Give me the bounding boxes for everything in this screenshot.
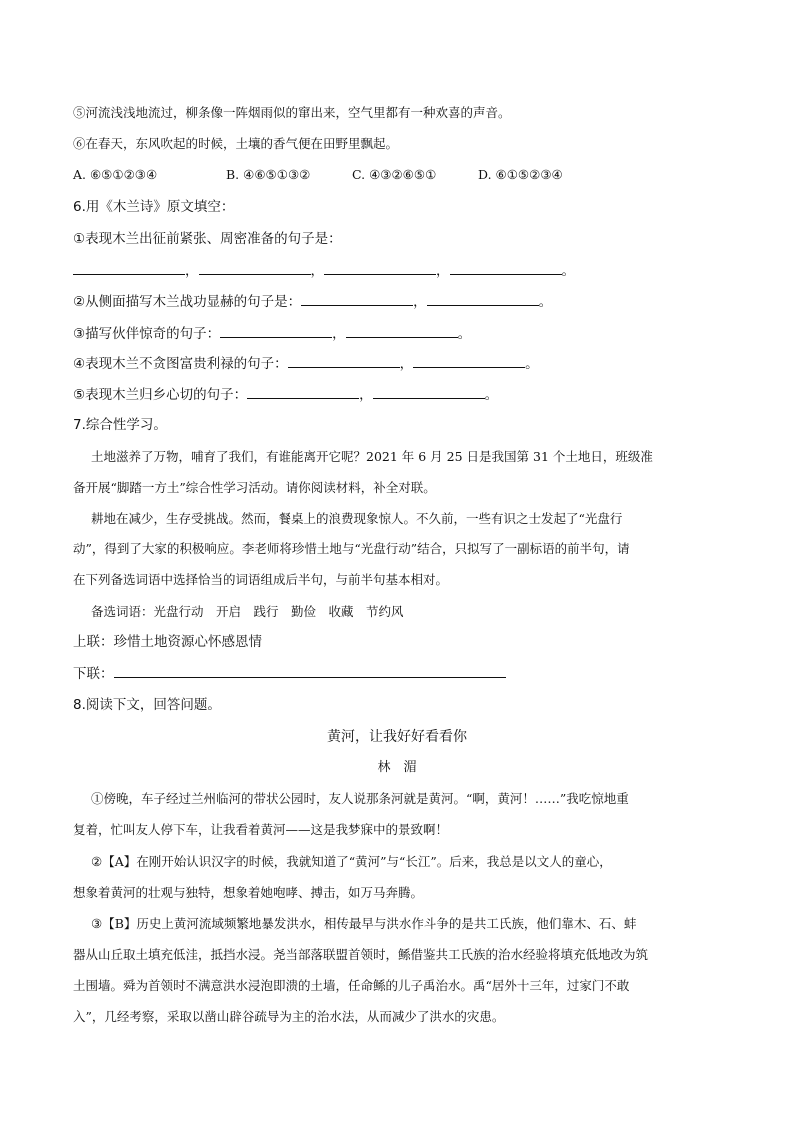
answer-blank[interactable] (247, 385, 359, 399)
q5-options (73, 166, 563, 184)
q7-paragraph-2-line-2: 动”，得到了大家的积极响应。李老师将珍惜土地与“光盘行动”结合，只拟写了一副标语的前半句，请 (73, 541, 630, 556)
q7-lower-couplet: 下联： (73, 664, 506, 683)
q8-title: 8.阅读下文，回答问题。 (73, 697, 221, 713)
q5-option-a: A. ⑥⑤①②③④ (73, 167, 158, 182)
q7-title: 7.综合性学习。 (73, 417, 167, 433)
q7-upper-couplet: 上联：珍惜土地资源心怀感恩情 (73, 634, 262, 650)
article-paragraph-2-line-1: ②【A】在刚开始认识汉字的时候，我就知道了“黄河”与“长江”。后来，我总是以文人的童心， (91, 854, 612, 869)
q6-sub-3: ③描写伙伴惊奇的句子： ， 。 (73, 326, 472, 342)
q6-sub-5: ⑤表现木兰归乡心切的句子： ， 。 (73, 387, 499, 403)
lower-couplet-answer-blank[interactable] (114, 664, 506, 678)
q6-sub-1: ①表现木兰出征前紧张、周密准备的句子是： (73, 231, 342, 247)
q5-option-b: B. ④⑥⑤①③② (226, 167, 311, 182)
answer-blank[interactable] (324, 261, 436, 275)
answer-blank[interactable] (346, 324, 458, 338)
article-title: 黄河，让我好好看看你 (327, 729, 467, 745)
q5-option-c: C. ④③②⑥⑤① (352, 167, 437, 182)
answer-blank[interactable] (427, 292, 539, 306)
q6-sub-1-blanks: ， ， ， 。 (73, 261, 575, 280)
answer-blank[interactable] (220, 324, 332, 338)
article-paragraph-2-line-2: 想象着黄河的壮观与独特，想象着她咆哮、搏击，如万马奔腾。 (73, 885, 424, 900)
q6-title: 6.用《木兰诗》原文填空： (73, 199, 235, 215)
answer-blank[interactable] (373, 385, 485, 399)
article-paragraph-1-line-1: ①傍晚，车子经过兰州临河的带状公园时，友人说那条河就是黄河。“啊，黄河！……”我吃惊地重 (91, 791, 629, 806)
article-paragraph-3-line-3: 土围墙。舜为首领时不满意洪水浸泡即溃的土墙，任命鲧的儿子禹治水。禹“居外十三年，过家门不敢 (73, 978, 630, 993)
answer-blank[interactable] (301, 292, 413, 306)
answer-blank[interactable] (450, 261, 562, 275)
answer-blank[interactable] (73, 261, 185, 275)
article-paragraph-3-line-4: 入”，几经考察，采取以凿山辟谷疏导为主的治水法，从而减少了洪水的灾患。 (73, 1009, 505, 1024)
article-author: 林 湄 (377, 760, 417, 775)
article-paragraph-1-line-2: 复着，忙叫友人停下车，让我看着黄河——这是我梦寐中的景致啊！ (73, 822, 449, 837)
answer-blank[interactable] (199, 261, 311, 275)
q7-paragraph-2-line-1: 耕地在减少，生存受挑战。然而，餐桌上的浪费现象惊人。不久前，一些有识之士发起了“光盘行 (91, 511, 623, 526)
q7-paragraph-2-line-3: 在下列备选词语中选择恰当的词语组成后半句，与前半句基本相对。 (73, 572, 449, 587)
q7-candidate-words: 备选词语：光盘行动 开启 践行 勤俭 收藏 节约风 (91, 604, 404, 619)
q7-paragraph-1-line-1: 土地滋养了万物，哺育了我们，有谁能离开它呢？2021 年 6 月 25 日是我国第 31 个土地日，班级准 (91, 449, 653, 464)
answer-blank[interactable] (413, 354, 525, 368)
q5-option-d: D. ⑥①⑤②③④ (478, 167, 563, 182)
answer-blank[interactable] (288, 354, 400, 368)
q6-sub-2: ②从侧面描写木兰战功显赫的句子是： ， 。 (73, 294, 553, 310)
q5-item-5: ⑤河流浅浅地流过，柳条像一阵烟雨似的窜出来，空气里都有一种欢喜的声音。 (73, 105, 511, 120)
article-paragraph-3-line-2: 器从山丘取土填充低洼，抵挡水浸。尧当部落联盟首领时，鲧借鉴共工氏族的治水经验将填充低地改为筑 (73, 947, 649, 962)
q6-sub-4: ④表现木兰不贪图富贵利禄的句子： ， 。 (73, 356, 539, 372)
q5-item-6: ⑥在春天，东风吹起的时候，土壤的香气便在田野里飘起。 (73, 136, 399, 151)
q7-paragraph-1-line-2: 备开展“脚踏一方土”综合性学习活动。请你阅读材料，补全对联。 (73, 480, 436, 495)
article-paragraph-3-line-1: ③【B】历史上黄河流域频繁地暴发洪水，相传最早与洪水作斗争的是共工氏族，他们靠木、石、蚌 (91, 916, 637, 931)
